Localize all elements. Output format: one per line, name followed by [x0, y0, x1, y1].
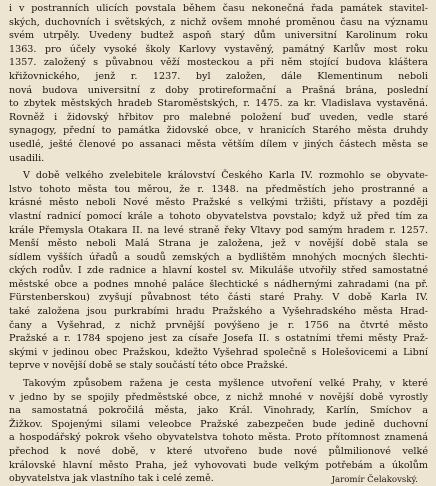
text-line: teprve v novější době se staly součástí této obce Pražské.: [9, 360, 288, 372]
text-line: vlastní radnicí pomocí krále a tohoto obyvatelstva povstalo; když už před tím za: [9, 210, 428, 222]
text-line: krásné město neboli Nové město Pražské s velkými tržišti, přístavy a později: [9, 197, 428, 209]
author-signature: Jaromír Čelakovský.: [331, 474, 418, 485]
text-line: ských, duchovních i světských, z nichž ovšem mnohé proměnou času na významu: [9, 16, 428, 28]
text-line: a hospodářský pokrok všeho obyvatelstva tohoto města. Proto přítomnost znamená: [9, 432, 428, 444]
text-line: V době velkého zvelebitele království Českého Karla IV. rozmohlo se obyvate-: [23, 170, 428, 182]
text-line: Takovým způsobem ražena je cesta myšlence utvoření velké Prahy, v které: [23, 378, 428, 390]
text-line: v jedno by se spojily předměstské obce, z nichž mnohé v novější době vyrostly: [9, 391, 428, 403]
text-line: čany a Vyšehrad, z nichž prvnější povýšeno je r. 1756 na čtvrté město: [9, 319, 428, 331]
text-line: krále Přemysla Otakara II. na levé straně řeky Vltavy pod samým hradem r. 1257.: [9, 224, 428, 236]
text-line: Fürstenberskou) zvyšují půvabnost této části staré Prahy. V době Karla IV.: [9, 292, 428, 304]
text-line: městské obce a podnes mnohé paláce šlechtické s nádhernými zahradami (na př.: [9, 278, 428, 290]
text-line: lstvo tohoto města tou měrou, že r. 1348. na předměstích jeho prostranné a: [9, 183, 428, 195]
text-line: královské hlavní město Praha, jež vyhovovati bude velkým potřebám a úkolům: [9, 459, 428, 471]
text-line: Žižkov. Spojenými silami veleobce Pražské zabezpečen bude jedině duchovní: [9, 418, 428, 430]
text-line: skými v jedinou obec Pražskou, kdežto Vyšehrad společně s Holešovicemi a Libní: [9, 346, 428, 358]
text-line: přechod k nové době, v které utvořeno bude nové půlmilionové velké: [9, 446, 428, 457]
text-line: usadili.: [9, 152, 45, 164]
text-line: ckých rodův. I zde radnice a hlavní kostel sv. Mikuláše utvořily střed samostatné: [9, 265, 428, 277]
paragraph-2: [9, 169, 428, 373]
text-line: 1363. pro účely vysoké školy Karlovy vystavěný, památný Karlův most roku: [9, 43, 428, 55]
text-line: také založena jsou purkrabími hradu Pražského a Vyšehradského města Hrad-: [9, 306, 428, 318]
text-line: svém utrpěly. Uvedeny budtež aspoň starý dům universitní Karolinum roku: [9, 30, 428, 42]
text-line: i v postranních ulicích povstala během času nekonečná řada památek stavitel-: [9, 3, 428, 14]
text-line: 1357. založený s půvabnou věží mosteckou a při něm stojící budova kláštera: [9, 57, 428, 69]
text-line: Rovněž i židovský hřbitov pro malebné položení buď uveden, vedle staré: [9, 111, 428, 123]
text-line: nová budova universitní z doby protireformační a Prašná brána, poslední: [9, 84, 428, 96]
text-line: obyvatelstva jak vlastního tak i celé země.: [9, 473, 214, 485]
paragraph-1: [9, 2, 428, 165]
text-line: na samostatná pokročilá města, jako Král. Vinohrady, Karlín, Smíchov a: [9, 405, 428, 417]
text-line: to zbytek městských hradeb Staroměstských, r. 1475. za kr. Vladislava vystavěná.: [9, 98, 428, 110]
text-line: usedlé, ješté členové po assanaci města větším dílem v jiných částech města se: [9, 138, 428, 150]
text-line: Menší město neboli Malá Strana je založena, jež v novější době stala se: [9, 238, 428, 250]
text-line: Pražské a r. 1784 spojeno jest za císaře Josefa II. s ostatními třemi městy Praž-: [9, 333, 428, 345]
text-line: křižovnického, jenž r. 1237. byl založen, dále Klementinum neboli: [9, 70, 428, 82]
paragraph-3: [9, 377, 428, 486]
text-line: sídlem vyšších úřadů a soudů zemských a bydlištěm mnohých mocných šlechti-: [9, 251, 428, 263]
text-line: synagogy, přední to památka židovské obce, v hranicích Starého města druhdy: [9, 125, 428, 137]
